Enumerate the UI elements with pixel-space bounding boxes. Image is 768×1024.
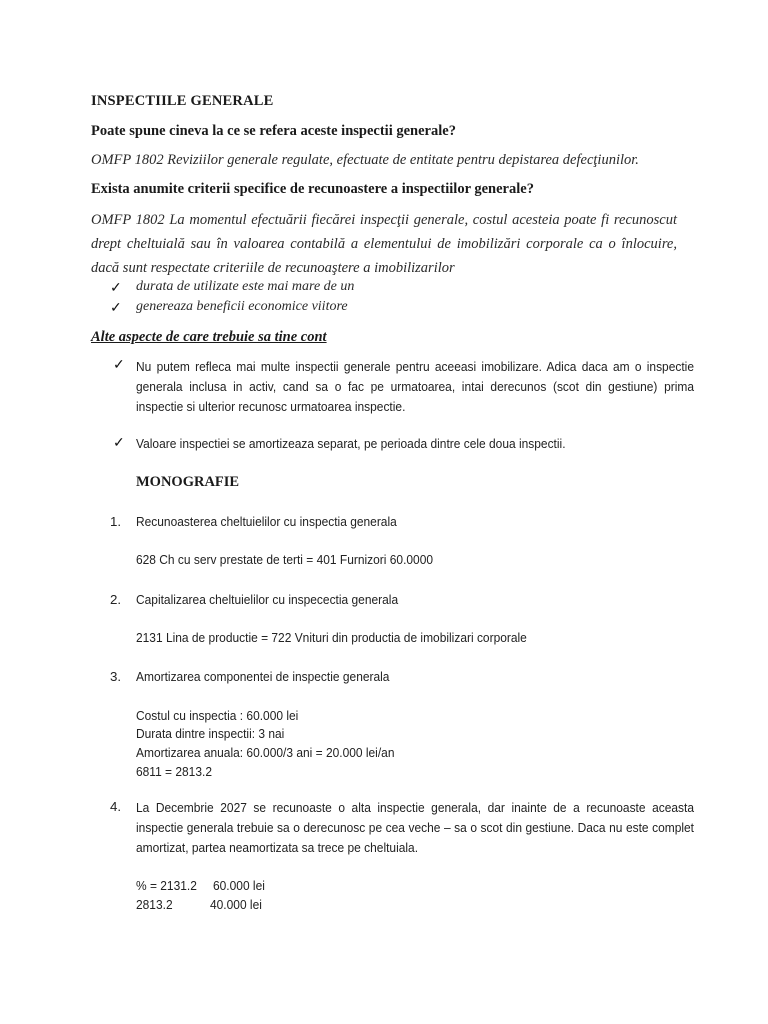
criteria-item: genereaza beneficii economice viitore — [136, 299, 348, 314]
question-1: Poate spune cineva la ce se refera aceste inspectii generale? — [91, 123, 456, 139]
entry-account: 2813.2 — [136, 897, 173, 912]
journal-entry: 628 Ch cu serv prestate de terti = 401 Furnizori 60.0000 — [136, 552, 434, 567]
checkmark-icon: ✓ — [110, 301, 122, 316]
document-title: INSPECTIILE GENERALE — [91, 93, 274, 109]
calc-line: Costul cu inspectia : 60.000 lei — [136, 708, 299, 723]
step-number: 1. — [110, 514, 122, 529]
journal-entry: 2131 Lina de productie = 722 Vnituri din productia de imobilizari corporale — [136, 630, 527, 645]
entry-amount: 40.000 lei — [210, 897, 262, 912]
step-number: 4. — [110, 799, 122, 814]
entry-account: % = 2131.2 — [136, 878, 197, 893]
checkmark-icon: ✓ — [110, 281, 122, 296]
step-number: 2. — [110, 592, 122, 607]
other-aspects-heading: Alte aspecte de care trebuie sa tine cont — [91, 329, 327, 345]
monografie-heading: MONOGRAFIE — [136, 474, 240, 490]
step-title: Recunoasterea cheltuielilor cu inspectia generala — [136, 514, 397, 529]
checkmark-icon: ✓ — [113, 436, 125, 451]
step-title: Capitalizarea cheltuielilor cu inspecectia generala — [136, 592, 399, 607]
aspect-item: Nu putem refleca mai multe inspectii generale pentru aceeasi imobilizare. Adica daca am o inspectie generala inclusa in activ, cand sa o fac pe urmatoarea, intai derecunos (scot din gestiune) prima inspectie si ulterior recunosc urmatoarea inspectie. — [136, 359, 694, 414]
entry-amount: 60.000 lei — [213, 878, 265, 893]
step-text: La Decembrie 2027 se recunoaste o alta inspectie generala, dar inainte de a recunoaste aceasta inspectie generala trebuie sa o derecunosc pe cea veche – sa o scot din gestiune. Daca nu este complet amortizat, partea neamortizata sa trece pe cheltuiala. — [136, 800, 694, 855]
aspect-item: Valoare inspectiei se amortizeaza separat, pe perioada dintre cele doua inspectii. — [136, 436, 566, 451]
answer-2: OMFP 1802 La momentul efectuării fiecărei inspecţii generale, costul acesteia poate fi recunoscut drept cheltuială sau în valoarea contabilă a elementului de imobilizări corporale ca o înlocuire, dacă sunt respectate criteriile de recunoaştere a imobilizarilor — [91, 212, 677, 276]
calc-line: 6811 = 2813.2 — [136, 764, 212, 779]
step-number: 3. — [110, 669, 122, 684]
checkmark-icon: ✓ — [113, 358, 125, 373]
criteria-item: durata de utilizate este mai mare de un — [136, 279, 355, 294]
calc-line: Amortizarea anuala: 60.000/3 ani = 20.000 lei/an — [136, 745, 395, 760]
question-2: Exista anumite criterii specifice de recunoastere a inspectiilor generale? — [91, 181, 534, 197]
step-title: Amortizarea componentei de inspectie generala — [136, 669, 390, 684]
answer-1: OMFP 1802 Reviziilor generale regulate, efectuate de entitate pentru depistarea defecţiunilor. — [91, 152, 639, 168]
calc-line: Durata dintre inspectii: 3 nai — [136, 726, 285, 741]
